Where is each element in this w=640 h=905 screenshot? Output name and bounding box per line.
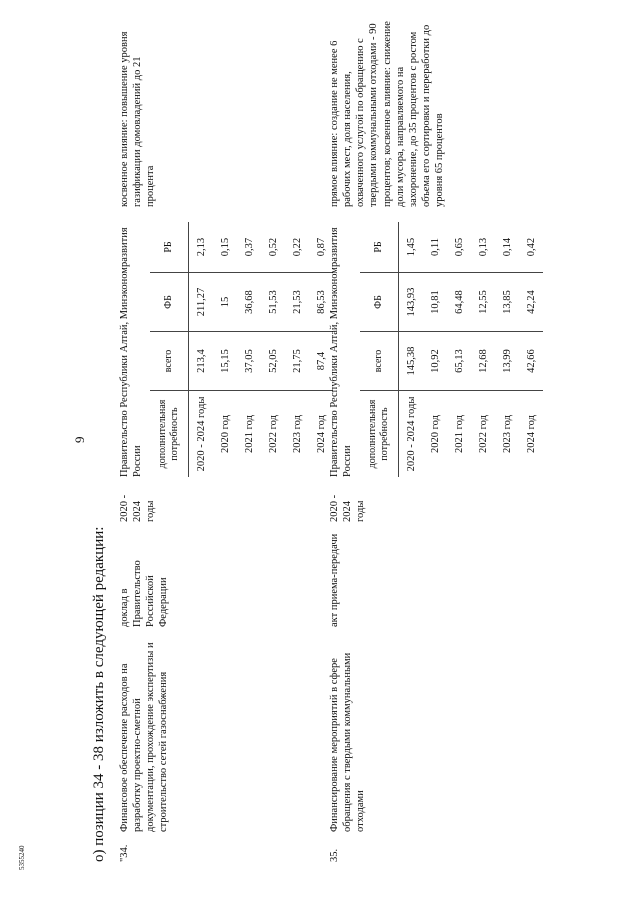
rb: 0,15 — [213, 222, 237, 273]
page-number: 9 — [72, 436, 87, 443]
fb: 143,93 — [399, 273, 424, 332]
section-heading: о) позиции 34 - 38 изложить в следующей редакции: — [91, 526, 107, 862]
funding-row — [237, 222, 261, 477]
col-header-total: всего — [360, 332, 399, 391]
funding-row — [213, 222, 237, 477]
responsible-bodies: Правительство Республики Алтай, Минэкономразвития России — [119, 227, 144, 477]
rb: 0,22 — [285, 222, 309, 273]
total: 21,75 — [285, 332, 309, 391]
period: 2021 год — [453, 415, 465, 453]
funding-row — [519, 222, 543, 477]
total: 13,99 — [495, 332, 519, 391]
result-document: акт приема-передачи — [329, 533, 340, 627]
period: 2020 - 2024 годы — [405, 396, 417, 472]
total: 10,92 — [423, 332, 447, 391]
fb: 86,53 — [309, 273, 333, 332]
fb: 36,68 — [237, 273, 261, 332]
period: 2022 год — [477, 415, 489, 453]
total: 15,15 — [213, 332, 237, 391]
rb: 0,14 — [495, 222, 519, 273]
funding-source — [328, 217, 543, 477]
fb: 21,53 — [285, 273, 309, 332]
period: 2024 год — [525, 415, 537, 453]
fb: 10,81 — [423, 273, 447, 332]
total: 12,68 — [471, 332, 495, 391]
document-code: 5355240 — [18, 845, 26, 870]
implementation-term: 2020 - 2024 годы — [329, 494, 367, 522]
measure-name: Финансирование мероприятий в сфере обращения с твердыми коммунальными отходами — [329, 652, 367, 832]
col-header-fb: ФБ — [360, 273, 399, 332]
fb: 42,24 — [519, 273, 543, 332]
rb: 0,65 — [447, 222, 471, 273]
rb: 0,52 — [261, 222, 285, 273]
total: 145,38 — [399, 332, 424, 391]
measure-name: Финансовое обеспечение расходов на разработку проектно-сметной документации, прохождение экспертизы и строительство сетей газоснабжения — [119, 642, 170, 832]
funding-row — [423, 222, 447, 477]
total: 37,05 — [237, 332, 261, 391]
col-header-need: дополнительная потребность — [360, 391, 399, 478]
total: 52,05 — [261, 332, 285, 391]
total: 42,66 — [519, 332, 543, 391]
fb: 12,55 — [471, 273, 495, 332]
document-sheet — [90, 21, 560, 862]
responsible-bodies: Правительство Республики Алтай, Минэкономразвития России — [329, 227, 354, 477]
rb: 0,13 — [471, 222, 495, 273]
col-header-rb: РБ — [360, 222, 399, 273]
rb: 0,87 — [309, 222, 333, 273]
rb: 0,11 — [423, 222, 447, 273]
rb: 0,42 — [519, 222, 543, 273]
period: 2021 год — [243, 415, 255, 453]
funding-row — [495, 222, 519, 477]
funding-source — [118, 217, 333, 477]
col-header-total: всего — [150, 332, 189, 391]
period: 2020 - 2024 годы — [195, 396, 207, 472]
col-header-need: дополнительная потребность — [150, 391, 189, 478]
period: 2020 год — [219, 415, 231, 453]
fb: 15 — [213, 273, 237, 332]
funding-row — [447, 222, 471, 477]
fb: 64,48 — [447, 273, 471, 332]
table-row — [328, 21, 537, 862]
rb: 1,45 — [399, 222, 424, 273]
funding-table — [150, 222, 333, 477]
col-header-fb: ФБ — [150, 273, 189, 332]
total: 65,13 — [447, 332, 471, 391]
total: 213,4 — [189, 332, 214, 391]
col-header-rb: РБ — [150, 222, 189, 273]
fb: 211,27 — [189, 273, 214, 332]
rb: 2,13 — [189, 222, 214, 273]
fb: 13,85 — [495, 273, 519, 332]
effect-description: прямое влияние: создание не менее 6 рабочих мест, доля населения, охваченного услугой по обращению с твердыми коммунальными отходами - 90 процентов; косвенное влияние: снижение доли мусора, направляемого на захоронение, до 35 процентов с ростом объема его сортировки и переработки до уровня 65 процентов — [329, 21, 445, 207]
period: 2022 год — [267, 415, 279, 453]
funding-row — [399, 222, 424, 477]
funding-table — [360, 222, 543, 477]
funding-row — [285, 222, 309, 477]
period: 2023 год — [501, 415, 513, 453]
funding-row — [471, 222, 495, 477]
fb: 51,53 — [261, 273, 285, 332]
funding-row — [261, 222, 285, 477]
total: 87,4 — [309, 332, 333, 391]
implementation-term: 2020 - 2024 годы — [119, 494, 157, 522]
row-number: "34. — [119, 844, 130, 862]
funding-row — [189, 222, 214, 477]
effect-description: косвенное влияние: повышение уровня газификации домовладений до 21 процента — [119, 31, 157, 207]
period: 2020 год — [429, 415, 441, 453]
table-row — [118, 31, 327, 862]
result-document: доклад в Правительство Российской Федерации — [119, 560, 170, 627]
row-number: 35. — [329, 848, 340, 862]
period: 2023 год — [291, 415, 303, 453]
rb: 0,37 — [237, 222, 261, 273]
period: 2024 год — [315, 415, 327, 453]
